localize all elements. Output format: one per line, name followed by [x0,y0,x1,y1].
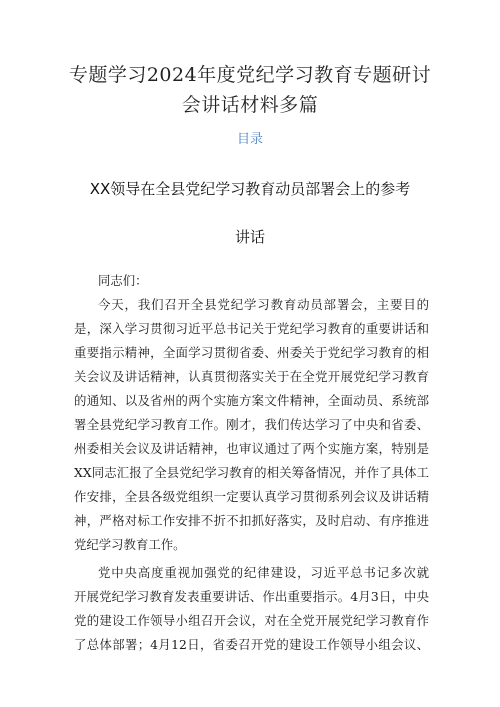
paragraph-2-line: 了总体部署；4月12日，省委召开党的建设工作领导小组会议、 [74,637,429,652]
document-title-line-2: 会讲话材料多篇 [181,94,319,116]
paragraph-1-line: 的通知、以及省州的两个实施方案文件精神，全面动员、系统部 [74,393,429,408]
paragraph-1-line: 神，严格对标工作安排不折不扣抓好落实，及时启动、有序推进 [74,513,429,528]
section-title-line-1: XX领导在全县党纪学习教育动员部署会上的参考 [89,180,411,198]
paragraph-1-line: 署全县党纪学习教育工作。刚才，我们传达学习了中央和省委、 [74,417,429,432]
paragraph-2-line: 开展党纪学习教育发表重要讲话、作出重要指示。4月3日，中央 [74,589,429,604]
paragraph-1-line: 党纪学习教育工作。 [74,537,186,552]
paragraph-2-line: 党的建设工作领导小组召开会议，对在全党开展党纪学习教育作 [74,613,429,628]
section-title-line-2: 讲话 [234,228,265,246]
paragraph-1-line: 是，深入学习贯彻习近平总书记关于党纪学习教育的重要讲话和 [74,321,429,336]
paragraph-1-line: 州委相关会议及讲话精神，也审议通过了两个实施方案，特别是 [74,441,429,456]
paragraph-1-line: 作安排，全县各级党组织一定要认真学习贯彻系列会议及讲话精 [74,489,429,504]
paragraph-1-line: 关会议及讲话精神，认真贯彻落实关于在全党开展党纪学习教育 [74,369,429,384]
toc-link[interactable]: 目录 [236,132,263,147]
document-title-line-1: 专题学习2024年度党纪学习教育专题研讨 [68,64,432,86]
paragraph-2-line: 党中央高度重视加强党的纪律建设，习近平总书记多次就 [98,565,429,580]
paragraph-1-line: 今天，我们召开全县党纪学习教育动员部署会，主要目的 [98,297,429,312]
paragraph-1-line: 重要指示精神，全面学习贯彻省委、州委关于党纪学习教育的相 [74,345,429,360]
paragraph-1-line: XX同志汇报了全县党纪学习教育的相关筹备情况，并作了具体工 [74,465,429,480]
salutation: 同志们： [98,273,148,288]
